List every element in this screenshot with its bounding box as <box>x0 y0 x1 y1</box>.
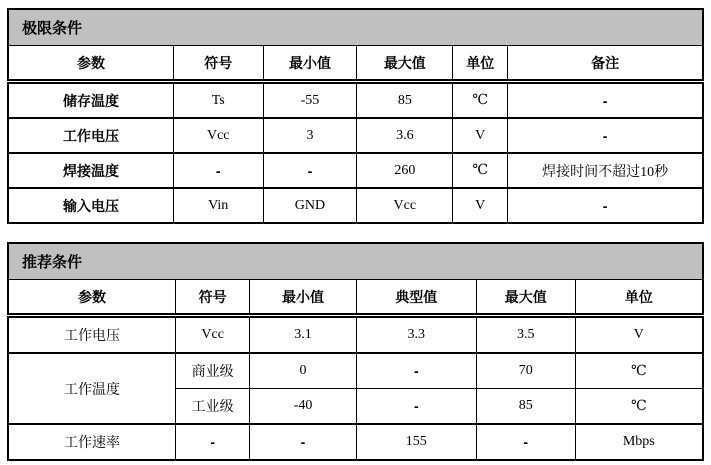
cell-max: - <box>476 424 575 460</box>
limit-header-max: 最大值 <box>357 46 453 82</box>
cell-max: 3.5 <box>476 316 575 354</box>
table-row <box>8 424 703 460</box>
cell-unit: ℃ <box>453 82 508 119</box>
cell-symbol: - <box>175 424 249 460</box>
cell-min: 3.1 <box>250 316 356 354</box>
limit-conditions-table <box>7 8 704 224</box>
datasheet-page <box>7 8 704 461</box>
cell-note: 焊接时间不超过10秒 <box>508 153 703 188</box>
cell-unit: V <box>453 188 508 223</box>
cell-unit: V <box>575 316 703 354</box>
cell-max: 260 <box>357 153 453 188</box>
cell-symbol: Vcc <box>175 316 249 354</box>
table-row <box>8 153 703 188</box>
cell-typical: 3.3 <box>356 316 476 354</box>
table-row <box>8 118 703 153</box>
limit-header-note: 备注 <box>508 46 703 82</box>
table-row <box>8 316 703 354</box>
cell-parameter: 输入电压 <box>8 188 173 223</box>
cell-symbol: Vin <box>173 188 263 223</box>
cell-typical: 155 <box>356 424 476 460</box>
cell-typical: - <box>356 353 476 389</box>
cell-note: - <box>508 82 703 119</box>
cell-parameter: 焊接温度 <box>8 153 173 188</box>
cell-min: - <box>250 424 356 460</box>
cell-symbol: Vcc <box>173 118 263 153</box>
cell-grade: 商业级 <box>175 353 249 389</box>
cell-min: -40 <box>250 389 356 425</box>
cell-parameter: 工作温度 <box>8 353 175 424</box>
table-row <box>8 188 703 223</box>
cell-parameter: 工作电压 <box>8 316 175 354</box>
cell-max: 85 <box>357 82 453 119</box>
limit-table-header-row <box>8 46 703 82</box>
cell-min: GND <box>263 188 357 223</box>
cell-max: 85 <box>476 389 575 425</box>
cell-min: - <box>263 153 357 188</box>
cell-unit: V <box>453 118 508 153</box>
cell-max: 70 <box>476 353 575 389</box>
limit-header-min: 最小值 <box>263 46 357 82</box>
rec-header-symbol: 符号 <box>175 280 249 316</box>
limit-header-unit: 单位 <box>453 46 508 82</box>
limit-header-symbol: 符号 <box>173 46 263 82</box>
cell-unit: ℃ <box>575 389 703 425</box>
rec-header-unit: 单位 <box>575 280 703 316</box>
rec-header-parameter: 参数 <box>8 280 175 316</box>
limit-table-title-row <box>8 9 703 46</box>
recommended-table-title: 推荐条件 <box>8 243 703 280</box>
cell-typical: - <box>356 389 476 425</box>
cell-note: - <box>508 188 703 223</box>
cell-symbol: Ts <box>173 82 263 119</box>
table-row <box>8 82 703 119</box>
cell-note: - <box>508 118 703 153</box>
rec-header-min: 最小值 <box>250 280 356 316</box>
recommended-table-header-row <box>8 280 703 316</box>
cell-unit: Mbps <box>575 424 703 460</box>
cell-min: 0 <box>250 353 356 389</box>
cell-max: Vcc <box>357 188 453 223</box>
limit-table-title: 极限条件 <box>8 9 703 46</box>
cell-min: 3 <box>263 118 357 153</box>
cell-parameter: 工作电压 <box>8 118 173 153</box>
limit-header-parameter: 参数 <box>8 46 173 82</box>
cell-max: 3.6 <box>357 118 453 153</box>
recommended-table-title-row <box>8 243 703 280</box>
cell-unit: ℃ <box>575 353 703 389</box>
rec-header-max: 最大值 <box>476 280 575 316</box>
recommended-conditions-table <box>7 242 704 461</box>
cell-min: -55 <box>263 82 357 119</box>
rec-header-typical: 典型值 <box>356 280 476 316</box>
cell-parameter: 工作速率 <box>8 424 175 460</box>
table-row <box>8 353 703 389</box>
cell-grade: 工业级 <box>175 389 249 425</box>
cell-symbol: - <box>173 153 263 188</box>
cell-unit: ℃ <box>453 153 508 188</box>
cell-parameter: 储存温度 <box>8 82 173 119</box>
